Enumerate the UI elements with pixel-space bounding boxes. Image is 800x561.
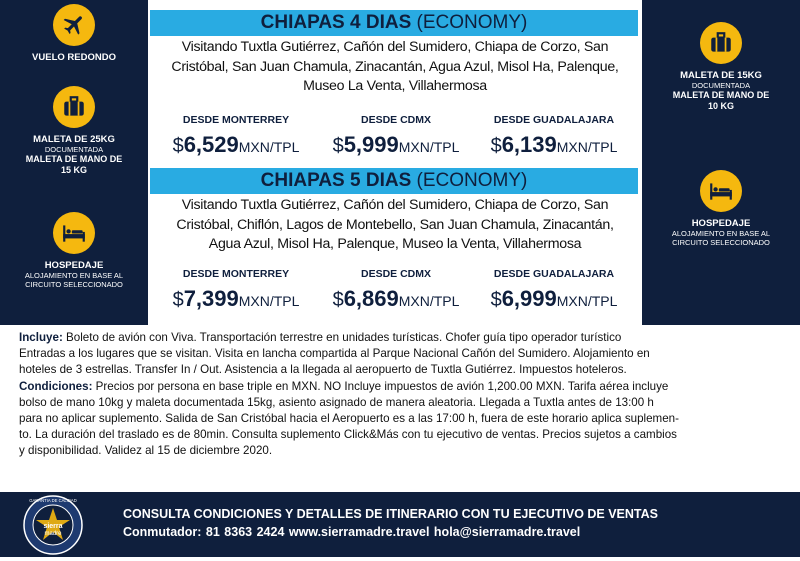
terms-section	[19, 330, 781, 460]
price-amount: 6,139	[501, 132, 557, 157]
svg-text:GARANTIA DE CALIDAD: GARANTIA DE CALIDAD	[29, 498, 77, 503]
package-title: CHIAPAS 4 DIAS	[260, 12, 412, 33]
package-title: CHIAPAS 5 DIAS	[260, 170, 412, 191]
price-amount: 6,869	[343, 286, 399, 311]
bed-icon	[53, 212, 95, 254]
feature-title: VUELO REDONDO	[32, 52, 116, 63]
conditions-line: y disponibilidad. Validez al 15 de diciembre 2020.	[19, 444, 273, 458]
feature-lodging	[642, 170, 800, 247]
svg-text:sierra: sierra	[43, 523, 63, 530]
price-unit: MXN/TPL	[238, 293, 300, 309]
includes-line: Entradas a los lugares que se visitan. Visita en lancha compartida al Parque Nacional Cañón del Sumidero. Alojamiento en	[19, 347, 650, 361]
feature-subtitle: ALOJAMIENTO EN BASE AL	[24, 271, 124, 280]
description-line: Cristóbal, Chiflón, Lagos de Montebello, San Juan Chamula, Zinacantán,	[176, 216, 614, 233]
conditions-label: Condiciones:	[19, 379, 93, 393]
departure-city: DESDE MONTERREY	[182, 268, 290, 280]
departure-city: DESDE GUADALAJARA	[493, 114, 615, 126]
footer	[0, 492, 800, 557]
price	[154, 132, 318, 158]
price-unit: MXN/TPL	[238, 139, 300, 155]
conditions-text: Precios por persona en base triple en MXN. NO Incluye impuestos de avión 1,200.00 MXN. Tarifa aérea incluye	[92, 379, 669, 393]
includes-text: Boleto de avión con Viva. Transportación terrestre en unidades turísticas. Chofer guía tipo operador turístico	[62, 331, 622, 344]
feature-extra: 15 KG	[60, 165, 87, 175]
quality-seal-logo	[22, 494, 84, 556]
feature-extra: MALETA DE MANO DE	[25, 154, 123, 164]
feature-subtitle: DOCUMENTADA	[44, 145, 104, 154]
price	[314, 132, 478, 158]
currency-symbol: $	[332, 289, 344, 311]
package-category: (ECONOMY)	[416, 170, 528, 191]
package-banner	[150, 168, 638, 194]
package-description	[148, 196, 642, 255]
departure-city: DESDE MONTERREY	[182, 114, 290, 126]
currency-symbol: $	[172, 289, 184, 311]
description-line: Museo La Venta, Villahermosa	[303, 78, 487, 94]
feature-subtitle: ALOJAMIENTO EN BASE AL	[671, 229, 771, 238]
price	[472, 132, 636, 158]
currency-symbol: $	[332, 135, 344, 157]
feature-title: MALETA DE 15KG	[680, 70, 762, 81]
price-amount: 7,399	[183, 286, 239, 311]
conditions-line: to. La duración del traslado es de 80min. Consulta suplemento Click&Más con tu ejecutivo de ventas. Precios sujetos a cambios	[19, 428, 677, 442]
departure-city: DESDE CDMX	[360, 114, 431, 126]
left-features-panel	[0, 0, 148, 325]
feature-round-trip	[0, 4, 148, 63]
departure-city: DESDE CDMX	[360, 268, 431, 280]
feature-title: HOSPEDAJE	[44, 260, 104, 271]
package-description	[148, 38, 642, 97]
suitcase-icon	[700, 22, 742, 64]
price-amount: 5,999	[343, 132, 399, 157]
footer-notice: CONSULTA CONDICIONES Y DETALLES DE ITINERARIO CON TU EJECUTIVO DE VENTAS	[123, 507, 658, 521]
suitcase-icon	[53, 86, 95, 128]
includes-line: hoteles de 3 estrellas. Transfer In / Out. Asistencia a la llegada al aeropuerto de Tuxtla Gutiérrez. Impuestos hoteleros.	[19, 363, 627, 377]
feature-luggage	[0, 86, 148, 176]
currency-symbol: $	[490, 289, 502, 311]
conditions-line: para no aplicar suplemento. Salida de San Cristóbal hacia el Aeropuerto es a las 17:00 h, fuera de este horario aplica suplemen-	[19, 412, 679, 426]
price-unit: MXN/TPL	[556, 293, 618, 309]
right-features-panel	[642, 0, 800, 325]
description-line: Agua Azul, Misol Ha, Palenque, Museo la Venta, Villahermosa	[208, 236, 582, 252]
conditions-line: bolso de mano 10kg y maleta documentada 15kg, asiento asignado de manera aleatoria. Llegada a Tuxtla antes de 13:00 h	[19, 395, 654, 409]
departure-city: DESDE GUADALAJARA	[493, 268, 615, 280]
bed-icon	[700, 170, 742, 212]
feature-title: MALETA DE 25KG	[33, 134, 115, 145]
description-line: Visitando Tuxtla Gutiérrez, Cañón del Sumidero, Chiapa de Corzo, San	[181, 39, 609, 55]
feature-subtitle: CIRCUITO SELECCIONADO	[25, 280, 123, 289]
feature-extra: MALETA DE MANO DE	[672, 90, 770, 100]
includes-line	[19, 330, 781, 346]
currency-symbol: $	[490, 135, 502, 157]
price-unit: MXN/TPL	[398, 139, 460, 155]
price-unit: MXN/TPL	[398, 293, 460, 309]
feature-luggage	[642, 22, 800, 112]
includes-label: Incluye:	[19, 331, 63, 344]
feature-lodging	[0, 212, 148, 289]
airplane-icon	[53, 4, 95, 46]
package-category: (ECONOMY)	[416, 12, 528, 33]
feature-subtitle: CIRCUITO SELECCIONADO	[672, 238, 770, 247]
svg-text:madre: madre	[44, 531, 62, 537]
package-banner	[150, 10, 638, 36]
packages-area	[148, 0, 642, 325]
description-line: Visitando Tuxtla Gutiérrez, Cañón del Sumidero, Chiapa de Corzo, San	[181, 197, 609, 213]
price-amount: 6,999	[501, 286, 557, 311]
feature-subtitle: DOCUMENTADA	[691, 81, 751, 90]
price	[154, 286, 318, 312]
price-amount: 6,529	[183, 132, 239, 157]
price	[472, 286, 636, 312]
currency-symbol: $	[172, 135, 184, 157]
feature-extra: 10 KG	[707, 101, 734, 111]
feature-title: HOSPEDAJE	[691, 218, 751, 229]
price-unit: MXN/TPL	[556, 139, 618, 155]
footer-contact: Conmutador: 81 8363 2424 www.sierramadre.travel hola@sierramadre.travel	[123, 525, 581, 539]
description-line: Cristóbal, San Juan Chamula, Zinacantán, Agua Azul, Misol Ha, Palenque,	[171, 58, 619, 75]
conditions-line	[19, 379, 781, 395]
price	[314, 286, 478, 312]
